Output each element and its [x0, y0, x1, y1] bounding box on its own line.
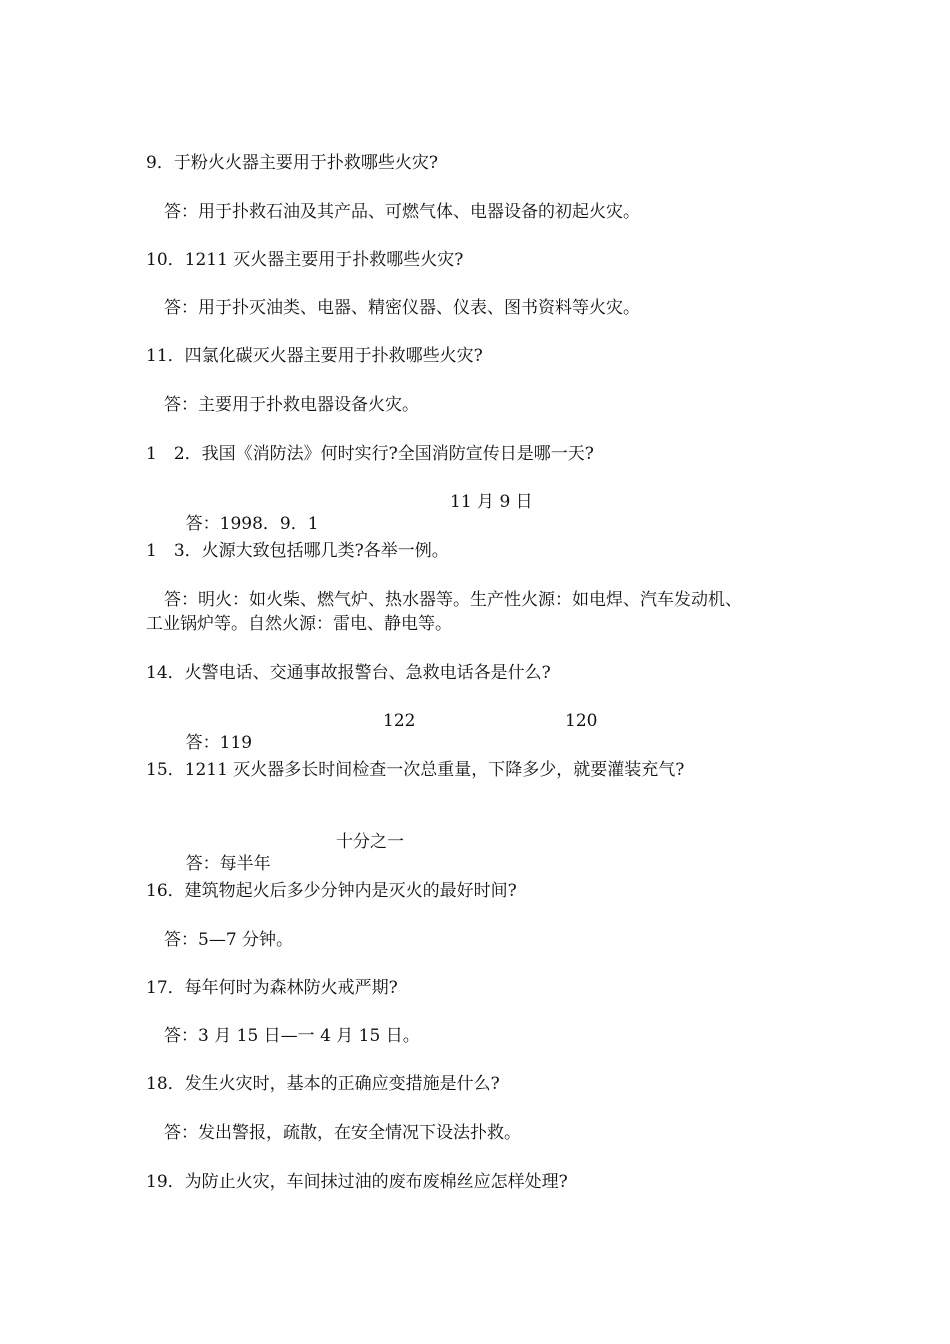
answer-11: 答：主要用于扑救电器设备火灾。 [164, 395, 419, 415]
question-11: 11．四氯化碳灭火器主要用于扑救哪些火灾? [146, 346, 483, 366]
question-16: 16．建筑物起火后多少分钟内是灭火的最好时间? [146, 881, 517, 901]
question-17: 17．每年何时为森林防火戒严期? [146, 978, 398, 998]
answer-15-part-2: 十分之一 [336, 832, 404, 852]
answer-12-part-1: 答：1998．9．1 [185, 514, 319, 534]
answer-13: 答：明火：如火柴、燃气炉、热水器等。生产性火源：如电焊、汽车发动机、 [164, 590, 742, 610]
answer-16: 答：5—7 分钟。 [164, 930, 294, 950]
answer-14-part-1: 答：119 [185, 733, 253, 753]
answer-17: 答：3 月 15 日—一 4 月 15 日。 [164, 1026, 420, 1046]
question-18: 18．发生火灾时，基本的正确应变措施是什么? [146, 1074, 500, 1094]
question-13: 1 3．火源大致包括哪几类?各举一例。 [146, 541, 449, 561]
answer-9: 答：用于扑救石油及其产品、可燃气体、电器设备的初起火灾。 [164, 202, 640, 222]
question-15: 15．1211 灭火器多长时间检查一次总重量，下降多少，就要灌装充气? [146, 760, 685, 780]
question-19: 19．为防止火灾，车间抹过油的废布废棉丝应怎样处理? [146, 1172, 568, 1192]
question-10: 10．1211 灭火器主要用于扑救哪些火灾? [146, 250, 464, 270]
answer-18: 答：发出警报，疏散，在安全情况下设法扑救。 [164, 1123, 521, 1143]
answer-14-part-2: 122 [383, 711, 416, 731]
answer-12-part-2: 11 月 9 日 [450, 492, 533, 512]
answer-13-continued: 工业锅炉等。自然火源：雷电、静电等。 [146, 614, 452, 634]
answer-10: 答：用于扑灭油类、电器、精密仪器、仪表、图书资料等火灾。 [164, 298, 640, 318]
answer-12 [164, 491, 533, 579]
question-14: 14．火警电话、交通事故报警台、急救电话各是什么? [146, 663, 551, 683]
question-12: 1 2．我国《消防法》何时实行?全国消防宣传日是哪一天? [146, 444, 594, 464]
answer-15-part-1: 答：每半年 [185, 854, 271, 874]
answer-14-part-3: 120 [565, 711, 598, 731]
question-9: 9．于粉火火器主要用于扑救哪些火灾? [146, 153, 438, 173]
